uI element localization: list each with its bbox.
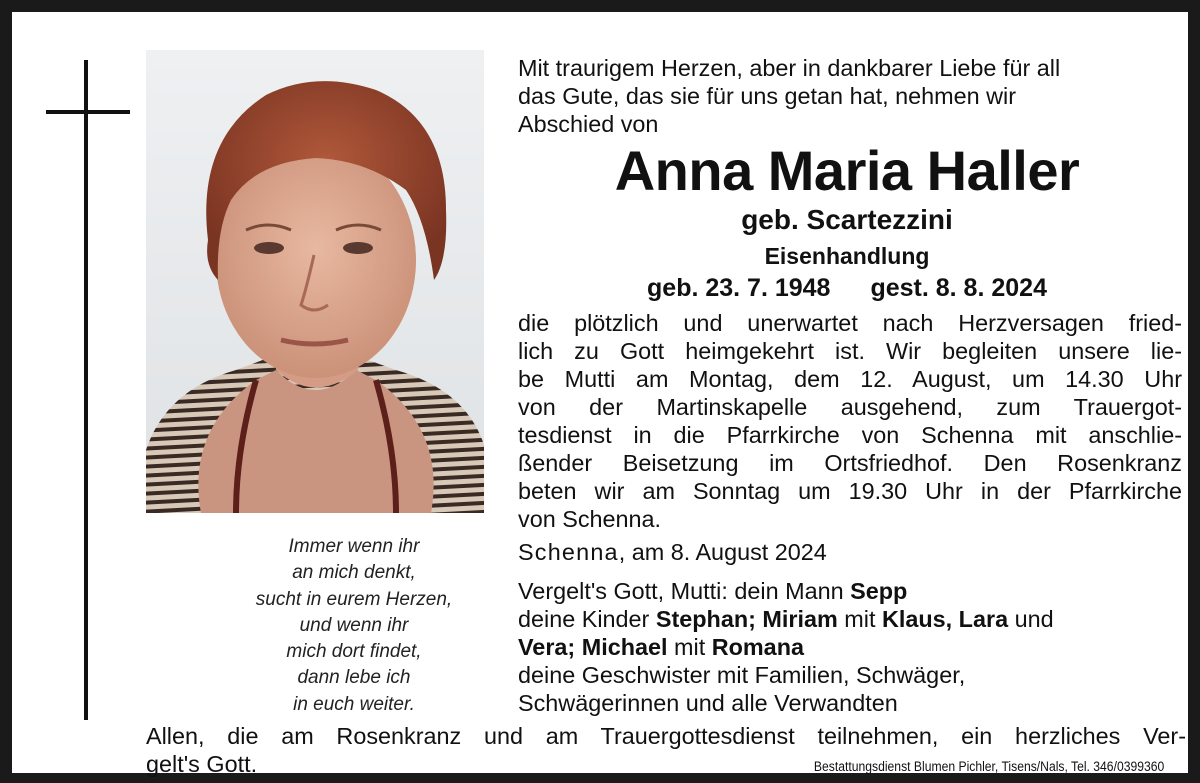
family-line: deine Geschwister mit Familien, Schwäger,	[518, 662, 966, 688]
place-name: Schenna	[518, 539, 619, 565]
life-dates	[502, 272, 1192, 304]
body-line: be Mutti am Montag, dem 12. August, um 14.30 Uhr	[518, 366, 1182, 392]
family-member: Stephan; Miriam	[655, 606, 838, 632]
cross-icon	[84, 60, 88, 720]
family-line	[518, 633, 1182, 661]
family-line: Schwägerinnen und alle Verwandten	[518, 690, 898, 716]
intro-line: das Gute, das sie für uns getan hat, nehmen wir	[518, 83, 1016, 109]
body-line: von der Martinskapelle ausgehend, zum Trauergot-	[518, 394, 1182, 420]
deceased-name: Anna Maria Haller	[614, 139, 1080, 202]
family-member: Romana	[711, 634, 804, 660]
body-line: tesdienst in die Pfarrkirche von Schenna mit anschlie-	[518, 422, 1182, 448]
poem-line: und wenn ihr	[299, 614, 409, 636]
family-list	[518, 577, 1182, 717]
family-line	[518, 577, 1182, 605]
poem-line: sucht in eurem Herzen,	[255, 588, 453, 610]
family-text: mit	[837, 606, 882, 632]
family-text: deine Kinder	[518, 606, 656, 632]
family-text: mit	[667, 634, 712, 660]
intro-text	[518, 54, 1182, 138]
body-line: beten wir am Sonntag um 19.30 Uhr in der Pfarrkirche	[518, 478, 1182, 504]
birth-date: geb. 23. 7. 1948	[647, 274, 831, 302]
poem-line: an mich denkt,	[292, 562, 416, 584]
poem-line: Immer wenn ihr	[288, 536, 420, 557]
undertaker-credit: Bestattungsdienst Blumen Pichler, Tisens/Nals, Tel. 346/0399360	[813, 759, 1164, 774]
death-date: gest. 8. 8. 2024	[870, 274, 1047, 302]
family-text: und	[1008, 606, 1054, 632]
family-member: Klaus, Lara	[881, 606, 1009, 632]
family-member: Sepp	[850, 578, 908, 604]
family-member: Vera; Michael	[518, 634, 668, 660]
family-line	[518, 605, 1182, 633]
announcement-date: , am 8. August 2024	[618, 539, 827, 565]
business-name: Eisenhandlung	[764, 243, 930, 269]
body-line: ßender Beisetzung im Ortsfriedhof. Den Rosenkranz	[518, 450, 1182, 476]
poem-line: in euch weiter.	[293, 693, 415, 715]
cross-icon-bar	[46, 110, 130, 114]
announcement-body	[518, 309, 1182, 533]
poem-line: dann lebe ich	[297, 667, 411, 689]
closing-line: gelt's Gott.	[146, 751, 258, 777]
body-line: die plötzlich und unerwartet nach Herzversagen fried-	[518, 310, 1182, 336]
portrait-photo	[146, 50, 484, 513]
body-line: von Schenna.	[518, 506, 662, 532]
memorial-poem	[152, 534, 556, 718]
maiden-name: geb. Scartezzini	[741, 204, 953, 235]
body-line: lich zu Gott heimgekehrt ist. Wir begleiten unsere lie-	[518, 338, 1182, 364]
place-date	[518, 538, 1182, 566]
closing-line: Allen, die am Rosenkranz und am Trauergottesdienst teilnehmen, ein herzliches Ver-	[146, 723, 1186, 749]
intro-line: Abschied von	[518, 111, 659, 137]
family-text: Vergelt's Gott, Mutti: dein Mann	[518, 578, 851, 604]
poem-line: mich dort findet,	[286, 641, 422, 663]
intro-line: Mit traurigem Herzen, aber in dankbarer Liebe für all	[518, 55, 1061, 81]
